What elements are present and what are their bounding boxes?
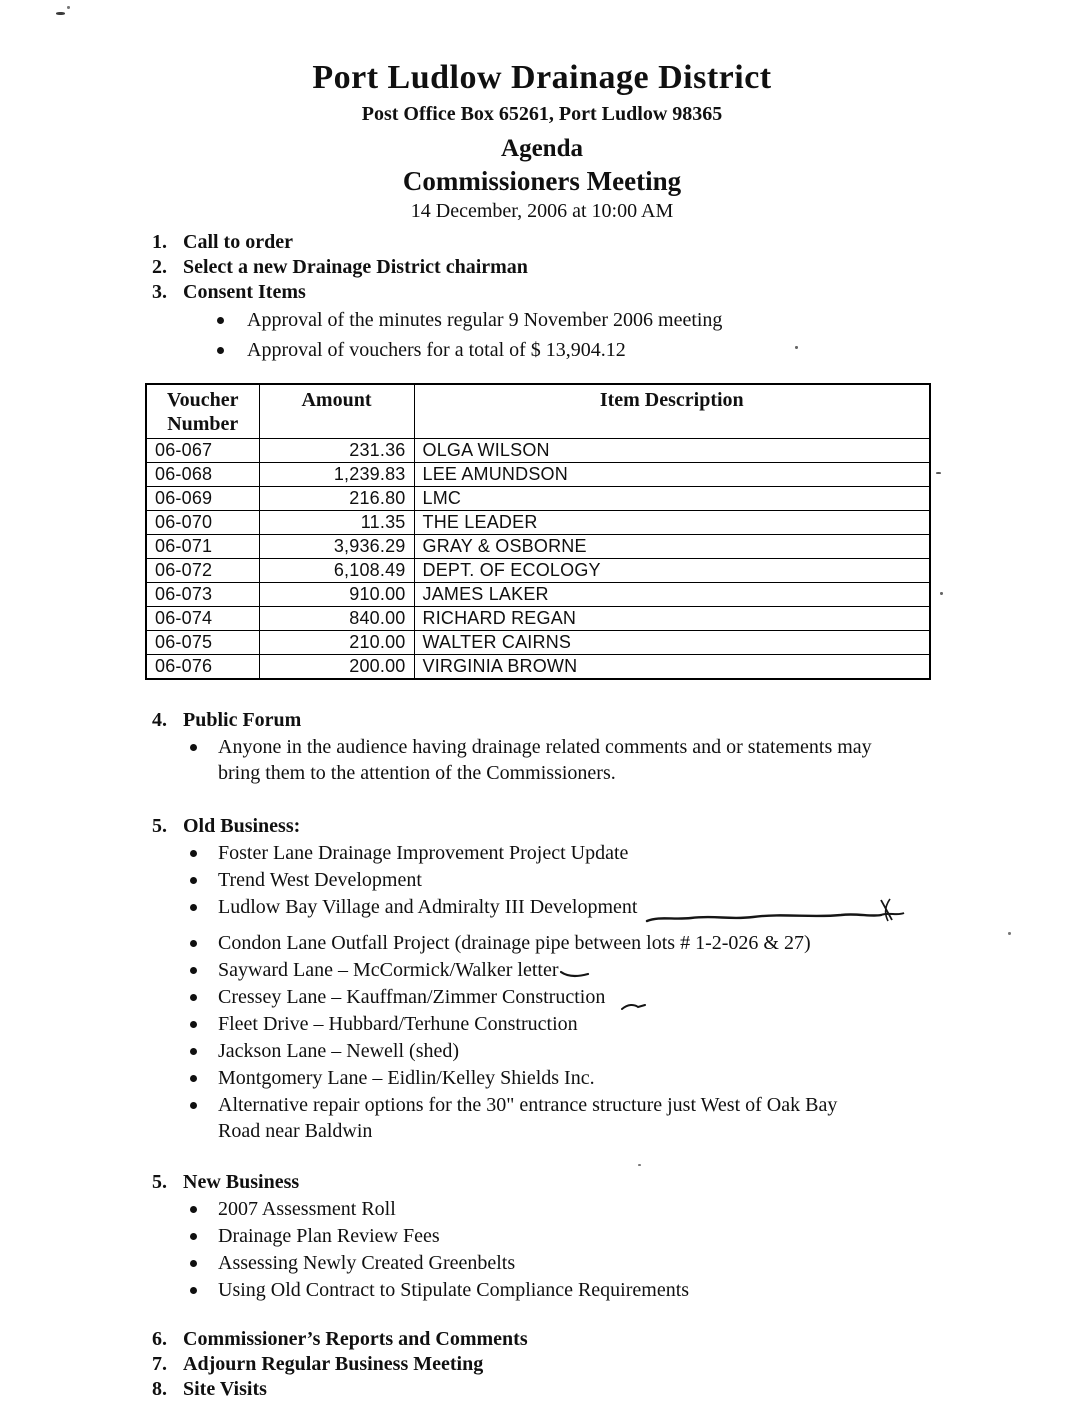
amount-cell: 11.35 [259,511,414,535]
bullet-text: Montgomery Lane – Eidlin/Kelley Shields Inc. [218,1067,595,1089]
item-title: Public Forum [183,709,302,731]
bullet-text: Approval of vouchers for a total of $ 13,904.12 [247,339,626,361]
bullet-text: Foster Lane Drainage Improvement Project Update [218,842,629,864]
bullet-icon [190,744,197,751]
meeting-title: Commissioners Meeting [402,166,682,196]
list-item [190,840,1084,866]
amount-cell: 210.00 [259,631,414,655]
bullet-text: Alternative repair options for the 30" entrance structure just West of Oak Bay Road near Baldwin [218,1094,838,1142]
list-item [190,1011,1084,1037]
bullet-text: Approval of the minutes regular 9 November 2006 meeting [247,309,723,331]
voucher-table [145,383,931,680]
list-item [190,1065,1084,1091]
bullet-icon [217,317,224,324]
pen-tick-mark [621,1000,647,1014]
description-cell: THE LEADER [414,511,930,535]
item-title: Select a new Drainage District chairman [183,256,528,278]
list-item [190,1092,1084,1144]
item-number: 1. [152,231,167,253]
list-item [217,336,1084,365]
description-cell: RICHARD REGAN [414,607,930,631]
col-header-item-description: Item Description [414,384,930,439]
item-title: New Business [183,1171,300,1193]
scan-speck [936,472,941,474]
agenda-item-3 [152,280,1084,305]
description-cell: JAMES LAKER [414,583,930,607]
scan-speck [1008,932,1011,935]
table-row [146,535,930,559]
table-row [146,439,930,463]
voucher-number-cell: 06-075 [146,631,259,655]
bullet-text: Ludlow Bay Village and Admiralty III Development [218,896,638,918]
amount-cell: 1,239.83 [259,463,414,487]
bullet-text: Jackson Lane – Newell (shed) [218,1040,460,1062]
item-number: 8. [152,1378,167,1400]
agenda-item-2 [152,255,1084,280]
bullet-icon [190,967,197,974]
bullet-icon [190,940,197,947]
list-item [190,1277,1084,1303]
bullet-text: Using Old Contract to Stipulate Compliance Requirements [218,1279,690,1301]
address-line: Post Office Box 65261, Port Ludlow 98365 [361,103,723,125]
bullet-icon [190,1233,197,1240]
voucher-number-cell: 06-073 [146,583,259,607]
item-number: 3. [152,281,167,303]
list-item [190,984,1084,1010]
voucher-number-cell: 06-071 [146,535,259,559]
table-row [146,487,930,511]
item-title: Consent Items [183,281,306,303]
page-title: Port Ludlow Drainage District [312,59,772,96]
bullet-icon [217,347,224,354]
item-title: Adjourn Regular Business Meeting [183,1353,484,1375]
amount-cell: 840.00 [259,607,414,631]
item-title: Old Business: [183,815,301,837]
scan-speck [67,6,70,9]
list-item [217,306,1084,335]
scan-speck [638,1164,641,1166]
bullet-icon [190,904,197,911]
bullet-text: Assessing Newly Created Greenbelts [218,1252,516,1274]
scan-speck [56,12,65,15]
bullet-icon [190,1075,197,1082]
amount-cell: 6,108.49 [259,559,414,583]
voucher-number-cell: 06-076 [146,655,259,680]
description-cell: GRAY & OSBORNE [414,535,930,559]
list-item [190,867,1084,893]
item-number: 5. [152,815,167,837]
list-item [190,1223,1084,1249]
item-number: 4. [152,709,167,731]
bullet-icon [190,877,197,884]
description-cell: WALTER CAIRNS [414,631,930,655]
amount-cell: 216.80 [259,487,414,511]
bullet-icon [190,1102,197,1109]
table-row [146,559,930,583]
col-header-voucher-number: Voucher Number [146,384,259,439]
bullet-text: 2007 Assessment Roll [218,1198,396,1220]
bullet-icon [190,1206,197,1213]
bullet-text: Cressey Lane – Kauffman/Zimmer Construction [218,986,606,1008]
voucher-number-cell: 06-069 [146,487,259,511]
agenda-item-6 [152,1327,1084,1352]
scan-speck [795,346,798,349]
bullet-icon [190,1048,197,1055]
pen-tail-mark [560,968,590,980]
agenda-item-5-new-business [152,1170,1084,1195]
bullet-icon [190,1287,197,1294]
bullet-text: Trend West Development [218,869,422,891]
table-row [146,607,930,631]
meeting-datetime: 14 December, 2006 at 10:00 AM [410,200,674,222]
bullet-text: Condon Lane Outfall Project (drainage pipe between lots # 1-2-026 & 27) [218,932,811,954]
item-number: 5. [152,1171,167,1193]
agenda-item-8 [152,1377,1084,1402]
list-item [190,1196,1084,1222]
description-cell: DEPT. OF ECOLOGY [414,559,930,583]
table-row [146,583,930,607]
agenda-item-5-old-business [152,814,1084,839]
table-row [146,631,930,655]
item-title: Call to order [183,231,293,253]
list-item [190,957,1084,983]
amount-cell: 3,936.29 [259,535,414,559]
amount-cell: 231.36 [259,439,414,463]
col-header-amount: Amount [259,384,414,439]
bullet-text: Anyone in the audience having drainage related comments and or statements may bring them to the attention of the Commissioners. [218,736,872,784]
table-header-row [146,384,930,439]
description-cell: LEE AMUNDSON [414,463,930,487]
bullet-icon [190,994,197,1001]
scan-speck [940,592,943,595]
amount-cell: 910.00 [259,583,414,607]
table-row [146,463,930,487]
bullet-icon [190,850,197,857]
pen-scribble-mark [645,894,907,928]
item-number: 2. [152,256,167,278]
agenda-item-4 [152,708,1084,733]
voucher-number-cell: 06-068 [146,463,259,487]
list-item [190,930,1084,956]
table-row [146,511,930,535]
voucher-number-cell: 06-070 [146,511,259,535]
voucher-number-cell: 06-072 [146,559,259,583]
list-item [190,1038,1084,1064]
voucher-number-cell: 06-074 [146,607,259,631]
bullet-text: Sayward Lane – McCormick/Walker letter [218,959,559,981]
item-number: 7. [152,1353,167,1375]
agenda-item-1 [152,230,1084,255]
bullet-text: Drainage Plan Review Fees [218,1225,440,1247]
agenda-item-7 [152,1352,1084,1377]
description-cell: LMC [414,487,930,511]
amount-cell: 200.00 [259,655,414,680]
list-item [190,1250,1084,1276]
item-number: 6. [152,1328,167,1350]
bullet-icon [190,1021,197,1028]
voucher-number-cell: 06-067 [146,439,259,463]
doc-type-label: Agenda [501,135,583,162]
list-item [190,894,1084,929]
list-item [190,734,1084,786]
description-cell: VIRGINIA BROWN [414,655,930,680]
item-title: Commissioner’s Reports and Comments [183,1328,528,1350]
bullet-text: Fleet Drive – Hubbard/Terhune Construction [218,1013,578,1035]
description-cell: OLGA WILSON [414,439,930,463]
document-header [0,0,1084,223]
table-row [146,655,930,680]
item-title: Site Visits [183,1378,267,1400]
bullet-icon [190,1260,197,1267]
